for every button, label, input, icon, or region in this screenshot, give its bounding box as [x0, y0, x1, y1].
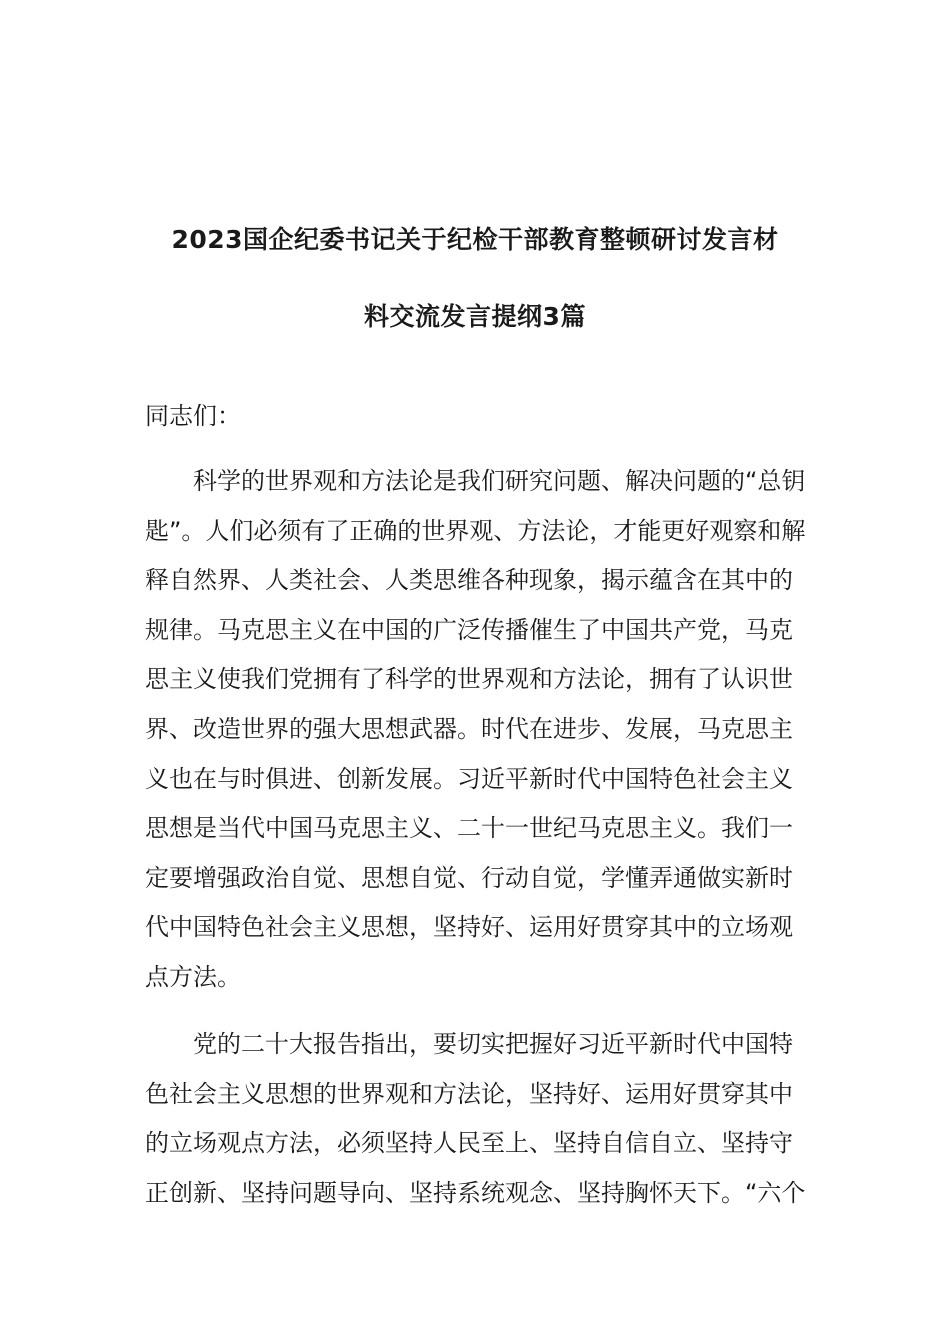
paragraph-line: 规律。马克思主义在中国的广泛传播催生了中国共产党，马克	[145, 615, 793, 644]
paragraph-line: 定要增强政治自觉、思想自觉、行动自觉，学懂弄通做实新时	[145, 863, 793, 892]
paragraph-line: 点方法。	[145, 962, 241, 991]
paragraph-line: 匙”。人们必须有了正确的世界观、方法论，才能更好观察和解	[145, 516, 805, 545]
document-title-line-2: 料交流发言提纲3篇	[364, 302, 586, 331]
paragraph-1	[145, 457, 805, 1003]
paragraph-line: 释自然界、人类社会、人类思维各种现象，揭示蕴含在其中的	[145, 566, 793, 595]
paragraph-line: 党的二十大报告指出，要切实把握好习近平新时代中国特	[193, 1030, 793, 1058]
paragraph-line: 思想是当代中国马克思主义、二十一世纪马克思主义。我们一	[145, 814, 793, 843]
paragraph-line: 的立场观点方法，必须坚持人民至上、坚持自信自立、坚持守	[145, 1129, 793, 1158]
paragraph-line: 思主义使我们党拥有了科学的世界观和方法论，拥有了认识世	[145, 665, 793, 694]
document-title-line-1: 2023国企纪委书记关于纪检干部教育整顿研讨发言材	[171, 225, 779, 254]
paragraph-line: 色社会主义思想的世界观和方法论，坚持好、运用好贯穿其中	[145, 1079, 793, 1108]
paragraph-line: 义也在与时俱进、创新发展。习近平新时代中国特色社会主义	[145, 764, 793, 793]
paragraph-line: 代中国特色社会主义思想，坚持好、运用好贯穿其中的立场观	[145, 913, 793, 942]
paragraph-line: 科学的世界观和方法论是我们研究问题、解决问题的“总钥	[193, 467, 805, 495]
paragraph-2	[145, 1020, 805, 1218]
salutation: 同志们：	[145, 402, 241, 430]
paragraph-line: 界、改造世界的强大思想武器。时代在进步、发展，马克思主	[145, 714, 793, 743]
paragraph-line: 正创新、坚持问题导向、坚持系统观念、坚持胸怀天下。“六个	[145, 1178, 805, 1207]
